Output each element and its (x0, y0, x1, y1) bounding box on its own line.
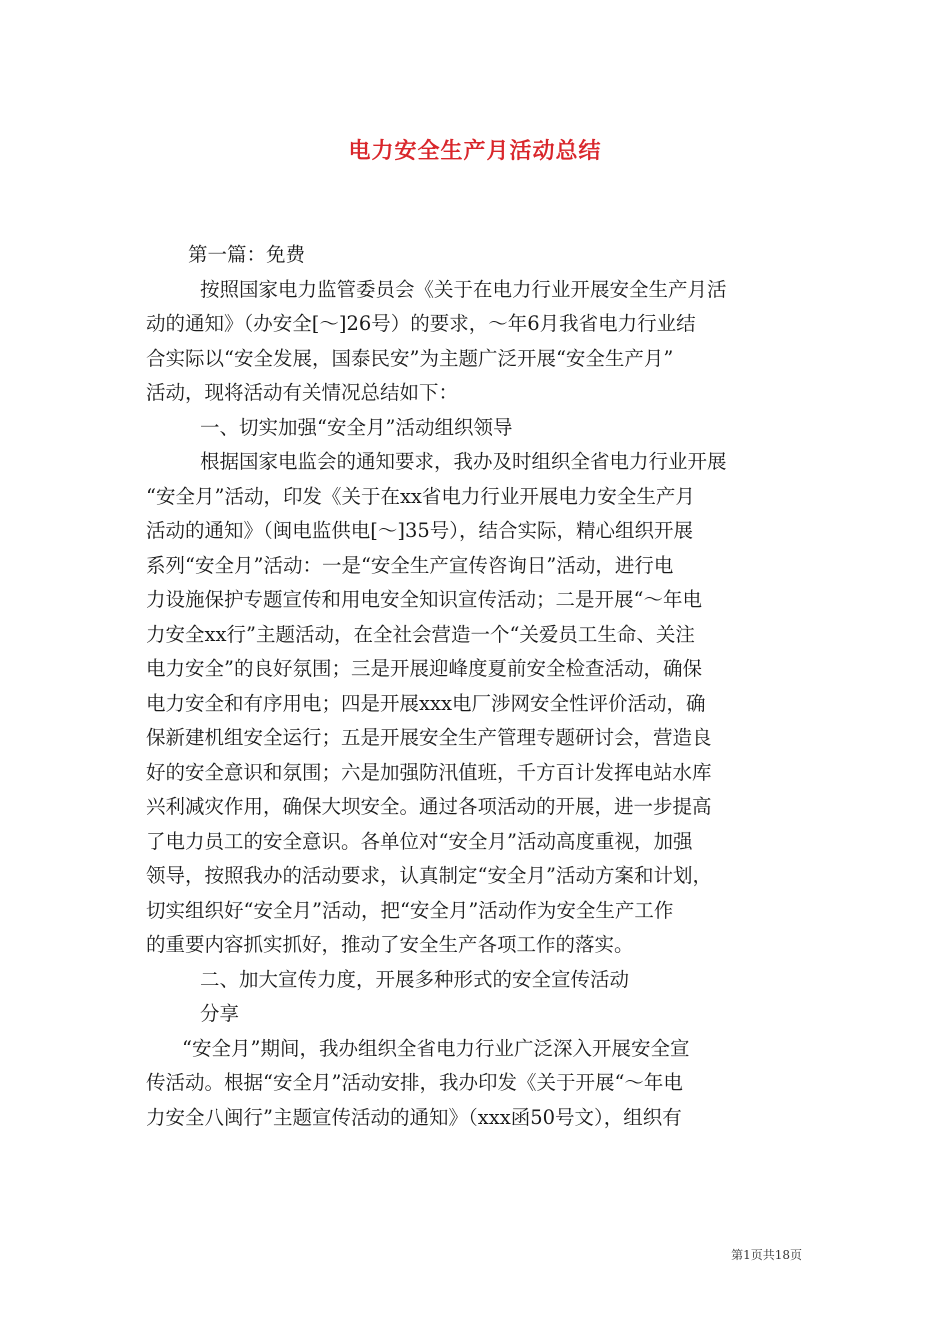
document-title: 电力安全生产月活动总结 (348, 138, 602, 164)
paragraph-line: 电力安全”的良好氛围；三是开展迎峰度夏前安全检查活动，确保 (146, 657, 702, 680)
paragraph-line: 第一篇：免费 (188, 243, 306, 266)
paragraph-line: 力安全八闽行”主题宣传活动的通知》（xxx函50号文），组织有 (146, 1105, 682, 1129)
paragraph-line: 电力安全和有序用电；四是开展xxx电厂涉网安全性评价活动，确 (146, 691, 706, 715)
paragraph-line: 力设施保护专题宣传和用电安全知识宣传活动；二是开展“～年电 (146, 588, 702, 611)
document-body (146, 238, 812, 1135)
paragraph-line: 合实际以“安全发展，国泰民安”为主题广泛开展“安全生产月” (146, 346, 674, 370)
page-number: 第1页共18页 (731, 1248, 802, 1262)
section-heading: 二、加大宣传力度，开展多种形式的安全宣传活动 (200, 967, 630, 991)
paragraph-line: 保新建机组安全运行；五是开展安全生产管理专题研讨会，营造良 (146, 726, 712, 749)
paragraph-line: 活动的通知》（闽电监供电[～]35号），结合实际，精心组织开展 (146, 519, 694, 542)
section-heading: 一、切实加强“安全月”活动组织领导 (200, 415, 513, 439)
paragraph-line: 动的通知》（办安全[～]26号）的要求，～年6月我省电力行业结 (146, 312, 696, 335)
paragraph-line: 了电力员工的安全意识。各单位对“安全月”活动高度重视，加强 (146, 829, 693, 853)
paragraph-line: 领导，按照我办的活动要求，认真制定“安全月”活动方案和计划， (146, 864, 712, 887)
paragraph-line: 传活动。根据“安全月”活动安排，我办印发《关于开展“～年电 (146, 1071, 683, 1094)
paragraph-line: 力安全xx行”主题活动，在全社会营造一个“关爱员工生命、关注 (146, 622, 695, 646)
paragraph-line: 根据国家电监会的通知要求，我办及时组织全省电力行业开展 (200, 450, 727, 473)
paragraph-line: “安全月”期间，我办组织全省电力行业广泛深入开展安全宣 (182, 1036, 690, 1060)
paragraph-line: 分享 (200, 1002, 240, 1025)
paragraph-line: 好的安全意识和氛围；六是加强防汛值班，千方百计发挥电站水库 (146, 760, 712, 784)
paragraph-line: 兴利减灾作用，确保大坝安全。通过各项活动的开展，进一步提高 (146, 795, 712, 818)
paragraph-line: 活动，现将活动有关情况总结如下： (146, 381, 459, 404)
paragraph-line: 按照国家电力监管委员会《关于在电力行业开展安全生产月活 (200, 277, 727, 301)
paragraph-line: 切实组织好“安全月”活动，把“安全月”活动作为安全生产工作 (146, 898, 674, 922)
paragraph-line: 系列“安全月”活动：一是“安全生产宣传咨询日”活动，进行电 (146, 553, 674, 577)
paragraph-line: “安全月”活动，印发《关于在xx省电力行业开展电力安全生产月 (146, 484, 695, 508)
paragraph-line: 的重要内容抓实抓好，推动了安全生产各项工作的落实。 (146, 933, 634, 956)
